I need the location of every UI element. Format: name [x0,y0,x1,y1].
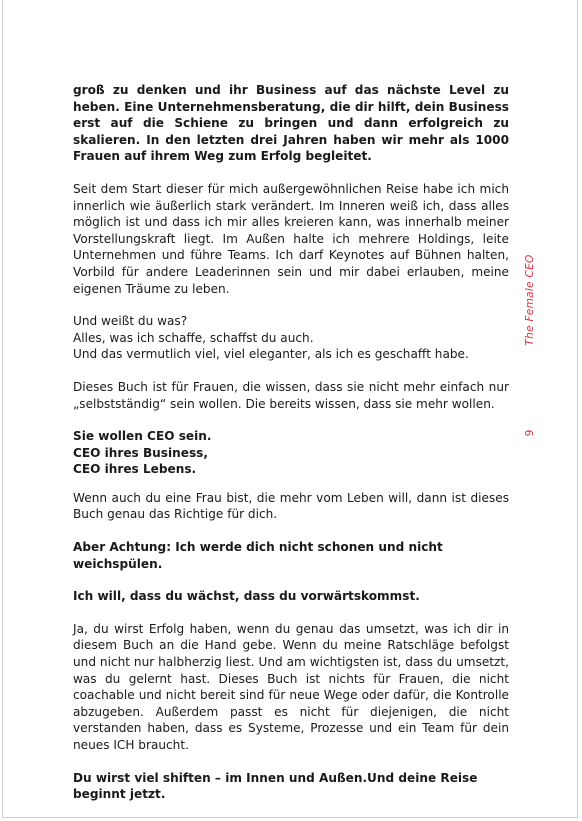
spacer [73,363,509,379]
question-line: Und das vermutlich viel, viel eleganter, als ich es geschafft habe. [73,347,469,362]
spacer [73,412,509,428]
question-line: Und weißt du was? [73,314,188,329]
ceo-line: CEO ihres Lebens. [73,462,197,477]
woman-paragraph: Wenn auch du eine Frau bist, die mehr vom Leben will, dann ist dieses Buch genau das Richtige für dich. [73,490,509,522]
spacer [73,605,509,621]
success-paragraph: Ja, du wirst Erfolg haben, wenn du genau das umsetzt, was ich dir in diesem Buch an die Hand gebe. Wenn du meine Ratschläge befolgst und nicht nur halbherzig liest. Und am wichtigsten ist, dass du umsetzt, was du gelernt hast. Dieses Buch ist nichts für Frauen, die nicht coachable und nicht bereit sind für neue Wege oder dafür, die Kontrolle abzugeben. Außerdem passt es nicht für diejenigen, die nicht verstanden haben, dass es Systeme, Prozesse und ein Team für dein neues ICH braucht. [73,621,509,752]
spacer [73,572,509,588]
warning-line: Aber Achtung: Ich werde dich nicht schonen und nicht weichspülen. [73,540,443,571]
spacer [73,523,509,539]
change-paragraph: Seit dem Start dieser für mich außergewöhnlichen Reise habe ich mich innerlich wie äußerlich stark verändert. Im Inneren weiß ich, dass alles möglich ist und dass ich mir alles kreieren kann, was innerhalb meiner Vorstellungskraft liegt. Im Außen halte ich mehrere Holdings, leite Unternehmen und führe Teams. Ich darf Keynotes auf Bühnen halten, Vorbild für andere Leaderinnen sein und mir dabei erlauben, meine eigenen Träume zu leben. [73,181,509,296]
book-paragraph: Dieses Buch ist für Frauen, die wissen, dass sie nicht mehr einfach nur „selbstständig“ sein wollen. Die bereits wissen, dass sie mehr wollen. [73,379,509,411]
page-body [73,82,509,803]
ceo-line: CEO ihres Business, [73,445,208,460]
running-title: The Female CEO [524,254,536,346]
page-number: 9 [524,429,536,437]
spacer [73,754,509,770]
ceo-line: Sie wollen CEO sein. [73,429,212,444]
closing-line: Du wirst viel shiften – im Innen und Außen.Und deine Reise beginnt jetzt. [73,770,478,802]
question-line: Alles, was ich schaffe, schaffst du auch. [73,330,314,345]
intro-paragraph: groß zu denken und ihr Business auf das nächste Level zu heben. Eine Unternehmensberatung, die dir hilft, dein Business erst auf die Schiene zu bringen und dann erfolgreich zu skalieren. In den letzten drei Jahren haben wir mehr als 1000 Frauen auf ihrem Weg zum Erfolg begleitet. [73,83,509,164]
growth-line: Ich will, dass du wächst, dass du vorwärtskommst. [73,589,420,604]
spacer [73,478,509,490]
spacer [73,165,509,181]
spacer [73,297,509,313]
